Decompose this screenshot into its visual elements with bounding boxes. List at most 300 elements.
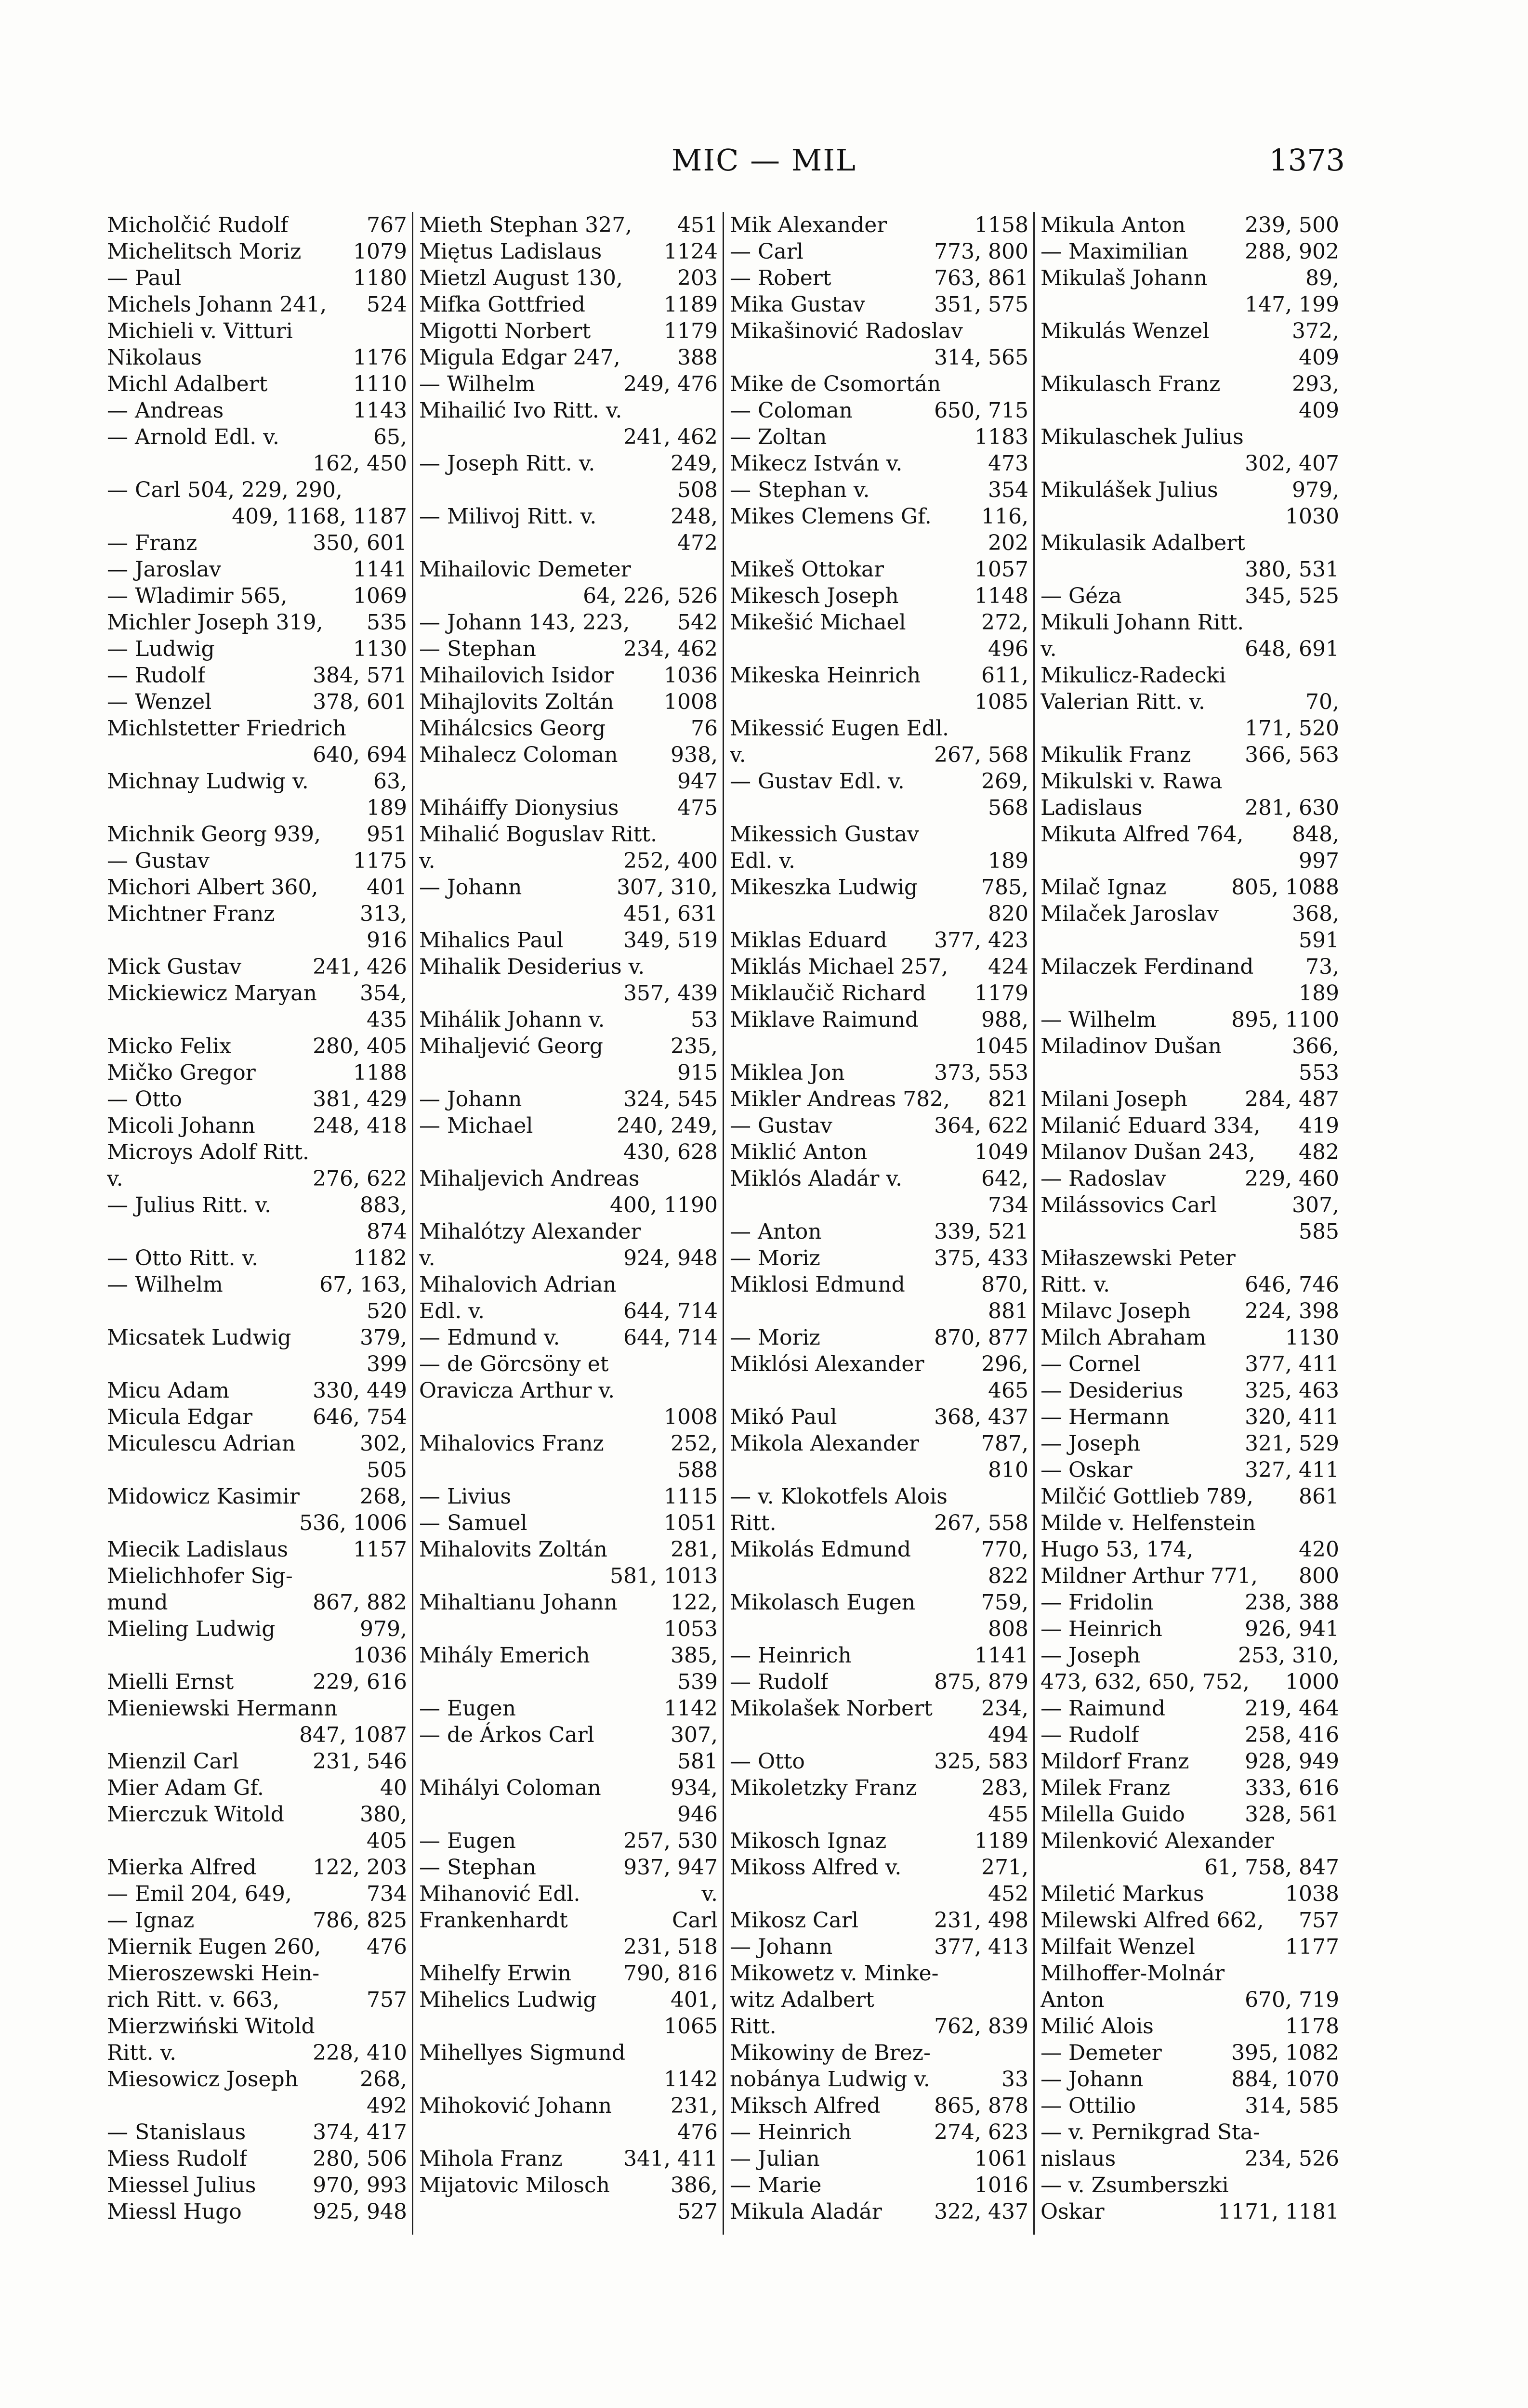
entry-name: — Gustav: [730, 1113, 832, 1138]
entry-page-refs: 281,: [671, 1537, 718, 1562]
index-entry: [107, 371, 407, 397]
entry-page-refs: 203: [677, 266, 718, 290]
entry-name: Mikulicz-Radecki: [1041, 663, 1226, 688]
entry-name: Micula Edgar: [107, 1405, 253, 1429]
entry-name: Mikowetz v. Minke-: [730, 1961, 939, 1986]
index-entry: [419, 1007, 718, 1033]
entry-name: — Joseph: [1041, 1431, 1141, 1456]
entry-name: Oskar: [1041, 2199, 1105, 2224]
index-entry: [730, 1404, 1028, 1430]
index-entry: [730, 1377, 1028, 1404]
entry-name: Mikolasch Eugen: [730, 1590, 916, 1615]
index-entry: [1041, 1616, 1339, 1642]
index-entry: [1041, 689, 1339, 715]
entry-name: Milaček Jaroslav: [1041, 902, 1219, 926]
entry-page-refs: 979,: [360, 1617, 407, 1641]
index-entry: [730, 477, 1028, 503]
entry-name: — Livius: [419, 1484, 512, 1509]
entry-name: — Wilhelm: [107, 1272, 223, 1297]
index-entry: [419, 742, 718, 768]
entry-page-refs: 455: [988, 1802, 1028, 1827]
index-entry: [107, 1748, 407, 1775]
index-entry: [730, 1271, 1028, 1298]
index-entry: [107, 2199, 407, 2225]
entry-page-refs: 235,: [671, 1034, 718, 1059]
entry-name: — Stephan: [419, 1855, 536, 1880]
entry-page-refs: 147, 199: [1245, 292, 1339, 317]
entry-name: Micholčić Rudolf: [107, 213, 289, 237]
entry-name: Mik Alexander: [730, 213, 887, 237]
index-entry: [730, 1775, 1028, 1801]
entry-page-refs: 234, 462: [623, 637, 718, 661]
entry-name: Mieniewski Hermann: [107, 1696, 338, 1721]
entry-page-refs: 116,: [981, 504, 1028, 529]
entry-page-refs: 320, 411: [1245, 1405, 1339, 1429]
entry-name: Mihalics Paul: [419, 928, 564, 953]
index-entry: [1041, 795, 1339, 821]
index-entry: [1041, 662, 1339, 689]
entry-page-refs: 350, 601: [313, 531, 407, 555]
entry-page-refs: 234, 526: [1245, 2146, 1339, 2171]
entry-name: Michieli v. Vitturi: [107, 319, 293, 343]
entry-name: — v. Pernikgrad Sta-: [1041, 2120, 1260, 2145]
entry-name: Mikó Paul: [730, 1405, 837, 1429]
index-entry: [1041, 2199, 1339, 2225]
index-entry: [107, 1907, 407, 1934]
entry-page-refs: 401: [367, 875, 407, 900]
index-entry: [1041, 768, 1339, 795]
index-entry: [107, 1642, 407, 1669]
index-entry: [107, 1086, 407, 1112]
index-entry: [107, 874, 407, 901]
index-entry: [419, 1192, 718, 1218]
entry-page-refs: 924, 948: [623, 1246, 718, 1270]
entry-name: Mihaljevich Andreas: [419, 1166, 640, 1191]
entry-name: Micoli Johann: [107, 1113, 255, 1138]
index-entry: [419, 265, 718, 291]
entry-page-refs: 364, 622: [934, 1113, 1028, 1138]
entry-name: Miklić Anton: [730, 1140, 868, 1165]
index-entry: [107, 1536, 407, 1563]
index-entry: [730, 2040, 1028, 2066]
index-entry: [730, 424, 1028, 450]
entry-page-refs: 800: [1299, 1564, 1339, 1588]
index-entry: [419, 768, 718, 795]
entry-page-refs: 354: [988, 478, 1028, 502]
index-entry: [419, 2119, 718, 2146]
index-entry: [107, 1563, 407, 1589]
index-entry: [730, 2066, 1028, 2093]
entry-name: Michori Albert 360,: [107, 875, 318, 900]
index-entry: [419, 318, 718, 344]
index-entry: [107, 1589, 407, 1616]
index-entry: [419, 1324, 718, 1351]
entry-page-refs: 368, 437: [934, 1405, 1028, 1429]
entry-page-refs: 354,: [360, 981, 407, 1006]
entry-page-refs: 1189: [975, 1829, 1028, 1853]
entry-name: Edl. v.: [419, 1299, 485, 1323]
entry-name: — Wladimir 565,: [107, 584, 288, 608]
index-entry: [419, 1695, 718, 1722]
entry-name: — Rudolf: [730, 1670, 829, 1694]
index-entry: [1041, 1324, 1339, 1351]
index-entry: [1041, 1192, 1339, 1218]
entry-page-refs: 249, 476: [623, 372, 718, 396]
index-entry: [730, 980, 1028, 1007]
entry-page-refs: 937, 947: [623, 1855, 718, 1880]
index-entry: [730, 1086, 1028, 1112]
entry-name: — Rudolf: [1041, 1723, 1139, 1747]
entry-page-refs: 231, 518: [623, 1935, 718, 1959]
entry-page-refs: 231, 498: [934, 1908, 1028, 1933]
index-entry: [1041, 1775, 1339, 1801]
entry-page-refs: 76: [691, 716, 718, 741]
entry-page-refs: 1143: [353, 398, 407, 423]
entry-page-refs: 419: [1299, 1113, 1339, 1138]
index-entry: [1041, 980, 1339, 1007]
entry-page-refs: 430, 628: [623, 1140, 718, 1165]
entry-page-refs: 424: [988, 955, 1028, 979]
entry-name: Miklosi Edmund: [730, 1272, 905, 1297]
entry-name: Mihailovic Demeter: [419, 557, 631, 582]
entry-name: Mihalovics Franz: [419, 1431, 604, 1456]
entry-name: — Franz: [107, 531, 198, 555]
entry-name: — Carl: [730, 239, 804, 264]
index-entry: [1041, 2093, 1339, 2119]
index-entry: [419, 1536, 718, 1563]
entry-page-refs: 313,: [360, 902, 407, 926]
entry-name: — Stephan: [419, 637, 536, 661]
entry-name: Mihalovich Adrian: [419, 1272, 617, 1297]
entry-page-refs: 581: [677, 1749, 718, 1774]
entry-page-refs: 307,: [1292, 1193, 1339, 1217]
entry-page-refs: 381, 429: [313, 1087, 407, 1112]
entry-page-refs: 374, 417: [313, 2120, 407, 2145]
index-entry: [1041, 609, 1339, 636]
index-entry: [730, 1139, 1028, 1165]
entry-name: Mihanović Edl.: [419, 1882, 580, 1906]
index-entry: [107, 768, 407, 795]
entry-name: Milella Guido: [1041, 1802, 1185, 1827]
entry-page-refs: 386,: [671, 2173, 718, 2198]
entry-page-refs: 1045: [975, 1034, 1028, 1059]
entry-page-refs: 253, 310,: [1238, 1643, 1339, 1668]
entry-name: Mihailić Ivo Ritt. v.: [419, 398, 622, 423]
entry-page-refs: 1036: [353, 1643, 407, 1668]
index-entry: [419, 821, 718, 848]
entry-page-refs: 328, 561: [1245, 1802, 1339, 1827]
index-entry: [419, 2146, 718, 2172]
entry-name: Miecik Ladislaus: [107, 1537, 289, 1562]
entry-name: Milčić Gottlieb 789,: [1041, 1484, 1253, 1509]
entry-name: — Heinrich: [730, 2120, 852, 2145]
index-entry: [730, 1987, 1028, 2013]
entry-page-refs: 345, 525: [1245, 584, 1339, 608]
entry-page-refs: 1189: [664, 292, 718, 317]
index-entry: [419, 715, 718, 742]
entry-name: Michelitsch Moriz: [107, 239, 302, 264]
entry-page-refs: 476: [677, 2120, 718, 2145]
index-entry: [107, 980, 407, 1007]
index-entry: [1041, 2013, 1339, 2040]
entry-page-refs: 1069: [353, 584, 407, 608]
index-entry: [730, 1430, 1028, 1457]
entry-name: — Paul: [107, 266, 182, 290]
index-entry: [730, 954, 1028, 980]
entry-name: — Oskar: [1041, 1458, 1133, 1482]
index-entry: [1041, 715, 1339, 742]
entry-name: — Johann: [730, 1935, 833, 1959]
entry-page-refs: 375, 433: [934, 1246, 1028, 1270]
index-entry: [730, 1695, 1028, 1722]
index-entry: [419, 662, 718, 689]
entry-page-refs: 535: [367, 610, 407, 635]
entry-name: Ritt. v.: [1041, 1272, 1110, 1297]
index-columns: [101, 212, 1345, 2235]
entry-page-refs: 378, 601: [313, 690, 407, 714]
index-entry: [730, 371, 1028, 397]
entry-name: — Gustav Edl. v.: [730, 769, 905, 794]
entry-name: Mihailovich Isidor: [419, 663, 614, 688]
entry-page-refs: 1000: [1285, 1670, 1339, 1694]
index-entry: [1041, 1589, 1339, 1616]
entry-name: Milaczek Ferdinand: [1041, 955, 1254, 979]
entry-page-refs: 268,: [360, 1484, 407, 1509]
index-entry: [107, 265, 407, 291]
index-entry: [107, 1881, 407, 1907]
entry-name: — Fridolin: [1041, 1590, 1154, 1615]
index-entry: [419, 371, 718, 397]
entry-page-refs: 1065: [664, 2014, 718, 2039]
index-entry: [419, 980, 718, 1007]
index-entry: [730, 2093, 1028, 2119]
index-entry: [107, 2040, 407, 2066]
entry-page-refs: 496: [988, 637, 1028, 661]
entry-name: — Ottilio: [1041, 2094, 1136, 2118]
entry-name: v.: [1041, 637, 1057, 661]
entry-page-refs: 539: [677, 1670, 718, 1694]
entry-name: Mietzl August 130,: [419, 266, 623, 290]
entry-name: Mihalik Desiderius v.: [419, 955, 645, 979]
entry-page-refs: 1188: [353, 1060, 407, 1085]
entry-name: — Ignaz: [107, 1908, 195, 1933]
index-entry: [730, 1324, 1028, 1351]
entry-page-refs: 89,: [1305, 266, 1339, 290]
entry-name: Mihalótzy Alexander: [419, 1219, 641, 1244]
index-entry: [730, 1616, 1028, 1642]
index-entry: [419, 1642, 718, 1669]
entry-page-refs: 734: [988, 1193, 1028, 1217]
entry-name: Midowicz Kasimir: [107, 1484, 300, 1509]
index-entry: [1041, 2146, 1339, 2172]
index-entry: [107, 1192, 407, 1218]
index-entry: [730, 2013, 1028, 2040]
index-entry: [419, 2013, 718, 2040]
index-entry: [1041, 344, 1339, 371]
entry-name: mund: [107, 1590, 168, 1615]
entry-page-refs: 865, 878: [934, 2094, 1028, 2118]
entry-page-refs: 189: [1299, 981, 1339, 1006]
entry-page-refs: 644, 714: [623, 1325, 718, 1350]
entry-name: Mierka Alfred: [107, 1855, 257, 1880]
index-entry: [107, 1271, 407, 1298]
index-entry: [419, 1987, 718, 2013]
entry-page-refs: 171, 520: [1245, 716, 1339, 741]
index-entry: [1041, 1669, 1339, 1695]
entry-page-refs: 916: [367, 928, 407, 953]
entry-page-refs: 1057: [975, 557, 1028, 582]
entry-name: Milenković Alexander: [1041, 1829, 1274, 1853]
entry-page-refs: 65,: [373, 425, 407, 449]
entry-name: — Joseph Ritt. v.: [419, 451, 595, 476]
entry-name: Mikosch Ignaz: [730, 1829, 887, 1853]
index-entry: [1041, 1086, 1339, 1112]
entry-page-refs: 915: [677, 1060, 718, 1085]
index-entry: [419, 1775, 718, 1801]
entry-page-refs: 229, 460: [1245, 1166, 1339, 1191]
entry-page-refs: 228, 410: [313, 2041, 407, 2065]
entry-page-refs: 763, 861: [934, 266, 1028, 290]
index-entry: [730, 1245, 1028, 1271]
entry-page-refs: 293,: [1292, 372, 1339, 396]
index-entry: [107, 583, 407, 609]
entry-page-refs: 231,: [671, 2094, 718, 2118]
entry-name: — Coloman: [730, 398, 853, 423]
index-entry: [419, 556, 718, 583]
index-entry: [419, 636, 718, 662]
index-entry: [419, 1669, 718, 1695]
entry-name: — Samuel: [419, 1511, 527, 1535]
index-entry: [730, 1218, 1028, 1245]
entry-page-refs: 366,: [1292, 1034, 1339, 1059]
index-entry: [419, 1722, 718, 1748]
entry-page-refs: 1036: [664, 663, 718, 688]
index-entry: [107, 1934, 407, 1960]
entry-name: Mikašinović Radoslav: [730, 319, 963, 343]
entry-name: Mikulski v. Rawa: [1041, 769, 1223, 794]
entry-page-refs: 280, 506: [313, 2146, 407, 2171]
entry-page-refs: 269,: [981, 769, 1028, 794]
entry-name: Miklea Jon: [730, 1060, 845, 1085]
entry-page-refs: 588: [677, 1458, 718, 1482]
entry-name: Mikulasik Adalbert: [1041, 531, 1245, 555]
entry-page-refs: 759,: [981, 1590, 1028, 1615]
entry-page-refs: 322, 437: [934, 2199, 1028, 2224]
index-entry: [419, 2199, 718, 2225]
index-entry: [1041, 238, 1339, 265]
entry-page-refs: 1177: [1285, 1935, 1339, 1959]
index-entry: [730, 1033, 1028, 1060]
entry-name: Mičko Gregor: [107, 1060, 256, 1085]
entry-name: — Johann: [419, 1087, 522, 1112]
index-entry: [419, 1112, 718, 1139]
index-entry: [730, 1112, 1028, 1139]
entry-page-refs: 881: [988, 1299, 1028, 1323]
entry-page-refs: 644, 714: [623, 1299, 718, 1323]
entry-page-refs: 368,: [1292, 902, 1339, 926]
entry-page-refs: 451, 631: [623, 902, 718, 926]
index-entry: [419, 1881, 718, 1907]
entry-name: Migotti Norbert: [419, 319, 591, 343]
entry-page-refs: 385,: [671, 1643, 718, 1668]
entry-page-refs: 640, 694: [313, 743, 407, 767]
index-entry: [107, 609, 407, 636]
entry-name: Mihoković Johann: [419, 2094, 612, 2118]
entry-name: v.: [419, 1246, 435, 1270]
index-entry: [1041, 1033, 1339, 1060]
entry-page-refs: 786, 825: [313, 1908, 407, 1933]
entry-page-refs: 1179: [975, 981, 1028, 1006]
entry-page-refs: 1110: [353, 372, 407, 396]
index-entry: [730, 848, 1028, 874]
index-entry: [730, 1934, 1028, 1960]
index-entry: [419, 1430, 718, 1457]
entry-name: — Edmund v.: [419, 1325, 560, 1350]
index-entry: [419, 450, 718, 477]
entry-page-refs: 1053: [664, 1617, 718, 1641]
entry-page-refs: 883,: [360, 1193, 407, 1217]
entry-page-refs: 1124: [664, 239, 718, 264]
entry-name: 473, 632, 650, 752,: [1041, 1670, 1250, 1694]
index-entry: [419, 848, 718, 874]
entry-page-refs: 642,: [981, 1166, 1028, 1191]
entry-page-refs: 611,: [981, 663, 1028, 688]
entry-page-refs: 202: [988, 531, 1028, 555]
entry-page-refs: 646, 746: [1245, 1272, 1339, 1297]
entry-page-refs: 767: [367, 213, 407, 237]
index-entry: [730, 1669, 1028, 1695]
index-entry: [730, 318, 1028, 344]
entry-name: Anton: [1041, 1988, 1105, 2012]
entry-name: — de Görcsöny et: [419, 1352, 609, 1376]
entry-page-refs: 938,: [671, 743, 718, 767]
index-entry: [730, 1165, 1028, 1192]
entry-name: Mikeszka Ludwig: [730, 875, 918, 900]
index-entry: [107, 1218, 407, 1245]
entry-page-refs: 325, 463: [1245, 1378, 1339, 1403]
index-entry: [107, 424, 407, 450]
entry-page-refs: 241, 462: [623, 425, 718, 449]
index-entry: [730, 1007, 1028, 1033]
entry-page-refs: 928, 949: [1245, 1749, 1339, 1774]
entry-name: Mihály Emerich: [419, 1643, 590, 1668]
entry-name: — Wenzel: [107, 690, 212, 714]
index-entry: [107, 2146, 407, 2172]
index-entry: [107, 1165, 407, 1192]
index-entry: [1041, 503, 1339, 530]
entry-name: Mihalovits Zoltán: [419, 1537, 607, 1562]
entry-page-refs: 64, 226, 526: [583, 584, 718, 608]
entry-name: Oravicza Arthur v.: [419, 1378, 615, 1403]
entry-page-refs: 400, 1190: [610, 1193, 718, 1217]
entry-page-refs: 520: [367, 1299, 407, 1323]
entry-page-refs: 1182: [353, 1246, 407, 1270]
index-entry: [1041, 1165, 1339, 1192]
entry-name: Mikulaschek Julius: [1041, 425, 1244, 449]
index-entry: [1041, 477, 1339, 503]
entry-name: Milek Franz: [1041, 1776, 1171, 1800]
index-entry: [419, 424, 718, 450]
index-entry: [1041, 1960, 1339, 1987]
entry-page-refs: 821: [988, 1087, 1028, 1112]
entry-name: Mike de Csomortán: [730, 372, 941, 396]
entry-name: Milch Abraham: [1041, 1325, 1206, 1350]
entry-page-refs: 822: [988, 1564, 1028, 1588]
entry-name: Milani Joseph: [1041, 1087, 1188, 1112]
entry-page-refs: 505: [367, 1458, 407, 1482]
index-entry: [419, 212, 718, 238]
entry-page-refs: 970, 993: [313, 2173, 407, 2198]
